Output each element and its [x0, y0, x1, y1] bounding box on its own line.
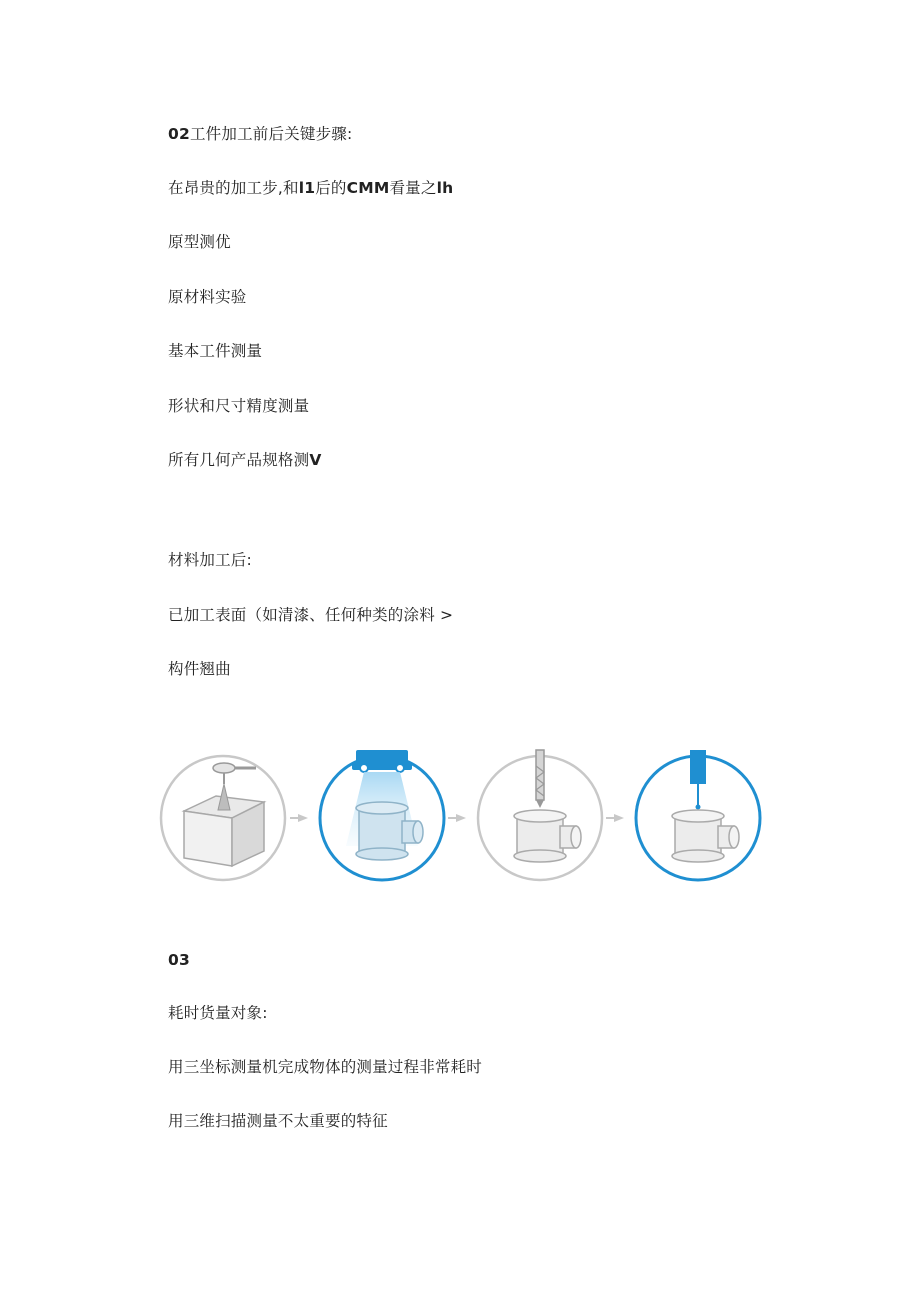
section-number: 02 — [168, 125, 190, 143]
intro-text-3: 看量之 — [389, 179, 437, 197]
intro-line — [168, 178, 453, 198]
intro-text-2: 后的 — [315, 179, 347, 197]
process-illustration-svg — [156, 736, 770, 892]
list-item: 形状和尺寸精度测量 — [168, 397, 310, 415]
process-illustration — [156, 736, 770, 892]
intro-bold-3: lh — [436, 179, 454, 197]
list-item: 原型测优 — [168, 233, 231, 251]
probe-measurement-step-icon — [636, 750, 760, 880]
list-item: 原材料实验 — [168, 288, 247, 306]
intro-text-1: 在昂贵的加工步,和 — [168, 179, 299, 197]
arrow-right-icon — [614, 814, 624, 822]
arrow-right-icon — [456, 814, 466, 822]
list-item: 用三维扫描测量不太重要的特征 — [168, 1112, 388, 1130]
list-item: 基本工件测量 — [168, 342, 263, 360]
last-item-bold: V — [309, 451, 322, 469]
section-heading-text: 工件加工前后关键步骤: — [189, 125, 353, 143]
list-item: 用三坐标测量机完成物体的测量过程非常耗时 — [168, 1058, 483, 1076]
list-item-last — [168, 450, 322, 470]
last-item-text: 所有几何产品规格测 — [168, 451, 310, 469]
after-processing-heading: 材料加工后: — [168, 551, 252, 569]
list-item: 已加工表面（如清漆、任何种类的涂料 > — [168, 606, 454, 624]
intro-bold-1: l1 — [298, 179, 316, 197]
list-item: 构件翘曲 — [168, 660, 231, 678]
section-03-subheading: 耗时货量对象: — [168, 1004, 268, 1022]
optical-scan-step-icon — [320, 750, 444, 880]
section-02-heading — [168, 124, 352, 144]
machining-step-icon — [478, 750, 602, 880]
raw-material-step-icon — [161, 756, 285, 880]
intro-bold-2: CMM — [346, 179, 390, 197]
section-03-heading: 03 — [168, 951, 190, 969]
